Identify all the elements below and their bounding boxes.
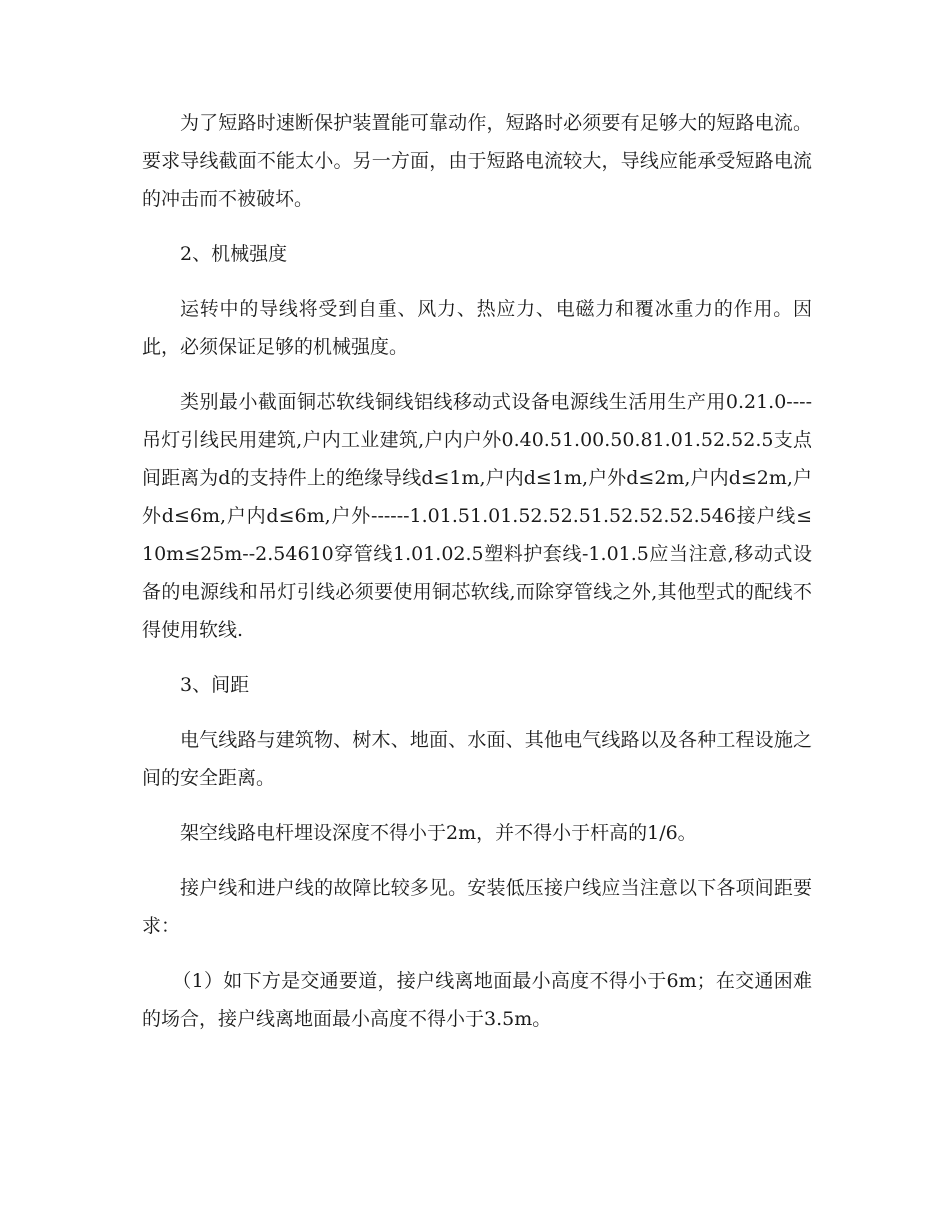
paragraph-pole-depth: 架空线路电杆埋设深度不得小于2m，并不得小于杆高的1/6。 <box>180 822 697 844</box>
paragraph-min-cross-section-table: 类别最小截面铜芯软线铜线铝线移动式设备电源线生活用生产用0.21.0----吊灯引线民用建筑,户内工业建筑,户内户外0.40.51.00.50.81.01.52.52.5支点间距离为d的支持件上的绝缘导线d≤1m,户内d≤1m,户外d≤2m,户内d≤2m,户外d≤6m,户内d≤6m,户外------1.01.51.01.52.52.51.52.52.52.546接户线≤10m≤25m--2.54610穿管线1.01.02.5塑料护套线-1.01.5应当注意,移动式设备的电源线和吊灯引线必须要使用铜芯软线,而除穿管线之外,其他型式的配线不得使用软线. <box>142 391 812 641</box>
document-body <box>142 104 812 1055</box>
paragraph-item-1: （1）如下方是交通要道，接户线离地面最小高度不得小于6m；在交通困难的场合，接户线离地面最小高度不得小于3.5m。 <box>142 970 812 1030</box>
heading-spacing: 3、间距 <box>180 674 250 696</box>
paragraph-service-line: 接户线和进户线的故障比较多见。安装低压接户线应当注意以下各项间距要求： <box>142 877 812 937</box>
paragraph-short-circuit: 为了短路时速断保护装置能可靠动作，短路时必须要有足够大的短路电流。要求导线截面不能太小。另一方面，由于短路电流较大，导线应能承受短路电流的冲击而不被破坏。 <box>142 112 812 210</box>
paragraph-mechanical-strength: 运转中的导线将受到自重、风力、热应力、电磁力和覆冰重力的作用。因此，必须保证足够的机械强度。 <box>142 298 812 358</box>
heading-mechanical-strength: 2、机械强度 <box>180 243 288 265</box>
paragraph-safety-distance: 电气线路与建筑物、树木、地面、水面、其他电气线路以及各种工程设施之间的安全距离。 <box>142 729 812 789</box>
